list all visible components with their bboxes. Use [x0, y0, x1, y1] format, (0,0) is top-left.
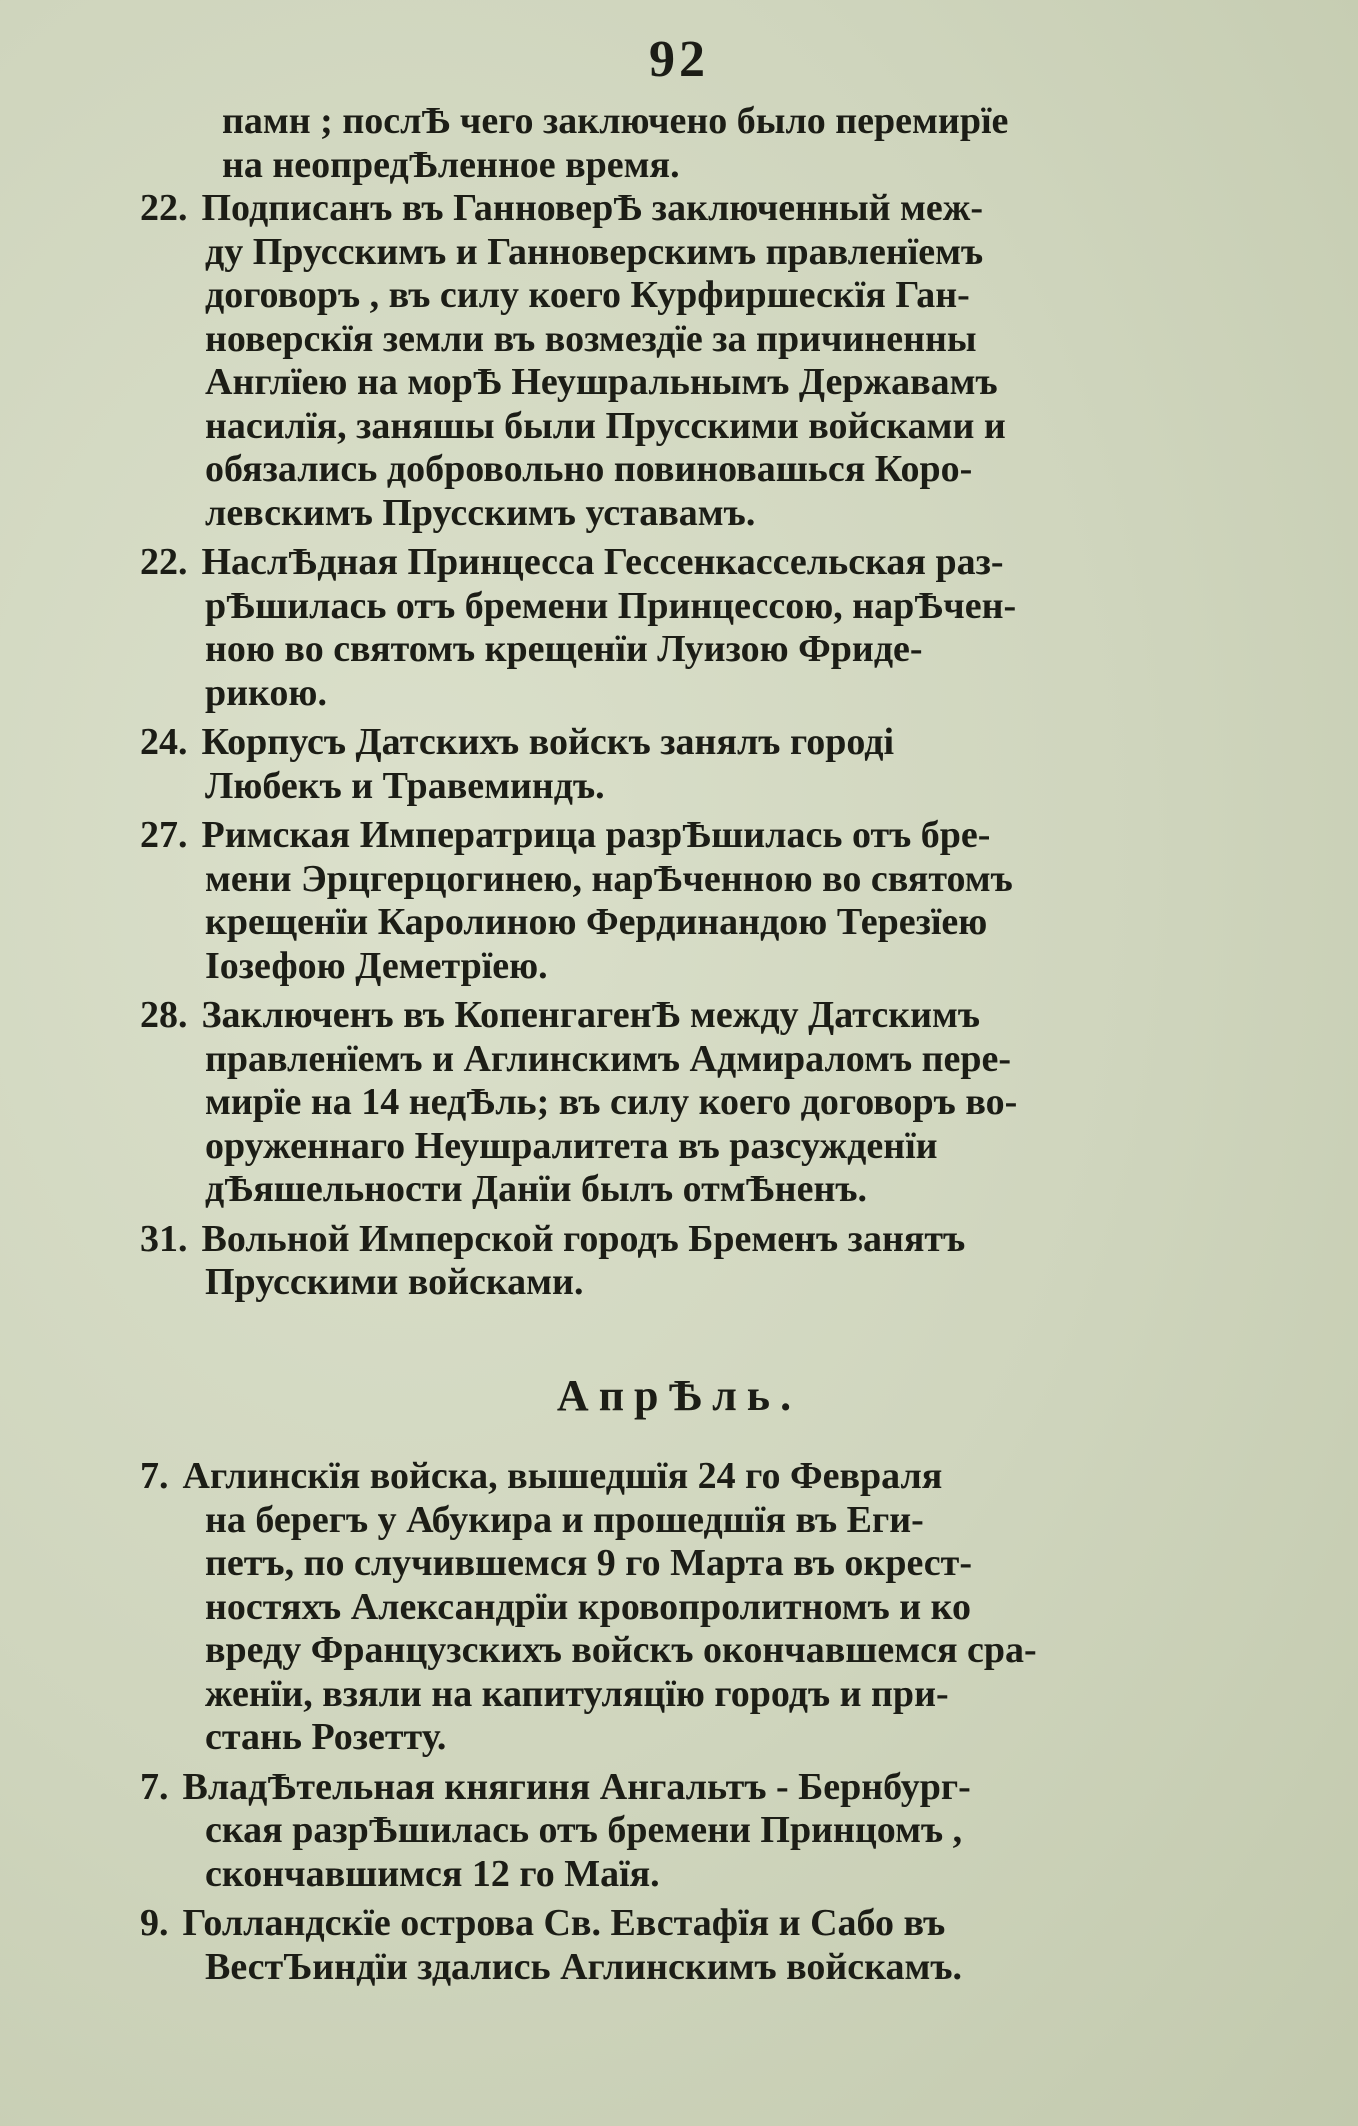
text-line: рикою.: [205, 671, 327, 714]
april-section: [140, 1455, 1340, 1995]
text-line: женїи, взяли на капитуляцїю городъ и при-: [205, 1672, 949, 1715]
entry-first-line: [140, 1902, 1340, 1946]
text-line: рѢшилась отъ бремени Принцессою, нарѢчен-: [205, 584, 1017, 627]
entry-text: Подписанъ въ ГанноверѢ заключенный меж-: [201, 187, 983, 229]
text-line: ду Прусскимъ и Ганноверскимъ правленїемъ: [205, 230, 984, 273]
month-heading: АпрѢль.: [556, 1371, 802, 1420]
text-line: дѢяшельности Данїи былъ отмѢненъ.: [205, 1168, 867, 1210]
text-line: новерскїя земли въ возмездїе за причиненны: [205, 317, 977, 360]
text-line: Любекъ и Травеминдъ.: [205, 764, 605, 807]
chronicle-entry: [140, 994, 1340, 1212]
entry-text: Вольной Имперской городъ Бременъ занятъ: [201, 1217, 966, 1260]
entry-date: 31.: [140, 1217, 188, 1260]
chronicle-entry: [140, 1902, 1340, 1989]
text-line: крещенїи Каролиною Фердинандою Терезїею: [205, 901, 988, 943]
entry-first-line: [140, 994, 1340, 1038]
text-line: ною во святомъ крещенїи Луизою Фриде-: [205, 628, 923, 670]
entry-first-line: [140, 721, 1340, 765]
entry-date: 28.: [140, 994, 188, 1036]
text-line: Англїею на морѢ Неушральнымъ Державамъ: [205, 361, 998, 403]
chronicle-entry: [140, 814, 1340, 988]
chronicle-entry: [140, 1765, 1340, 1897]
text-line: договоръ , въ силу коего Курфиршескїя Ган-: [205, 274, 970, 316]
entry-date: 24.: [140, 721, 188, 763]
text-line: мени Эрцгерцогинею, нарѢченною во святомъ: [205, 857, 1013, 900]
entry-text: ВладѢтельная княгиня Ангальтъ - Бернбург-: [182, 1765, 971, 1808]
entry-first-line: [140, 1218, 1340, 1262]
text-line: петъ, по случившемся 9 го Марта въ окрест-: [205, 1542, 972, 1584]
chronicle-entry: [140, 721, 1340, 808]
entry-date: 22.: [140, 541, 188, 583]
entry-date: 7.: [140, 1765, 169, 1808]
text-line: Прусскими войсками.: [205, 1261, 584, 1303]
entry-first-line: [140, 1766, 1340, 1810]
text-line: обязались добровольно повиновашься Коро-: [205, 448, 973, 490]
entry-first-line: [140, 187, 1340, 231]
entry-text: Заключенъ въ КопенгагенѢ между Датскимъ: [201, 994, 981, 1036]
text-line: на неопредѢленное время.: [222, 143, 680, 186]
entry-text: Голландскїе острова Св. Евстафїя и Сабо въ: [182, 1902, 946, 1944]
entry-text: Корпусъ Датскихъ войскъ занялъ городі: [201, 721, 895, 763]
text-line: ская разрѢшилась отъ бремени Принцомъ ,: [205, 1809, 963, 1851]
text-line: левскимъ Прусскимъ уставамъ.: [205, 491, 756, 534]
page-number: 92: [649, 31, 709, 88]
text-line: ВестЪиндїи здались Аглинскимъ войскамъ.: [205, 1945, 963, 1988]
text-line: вреду Французскихъ войскъ окончавшемся сра-: [205, 1629, 1037, 1671]
continued-entry: [150, 100, 1340, 187]
entry-date: 7.: [140, 1455, 169, 1497]
text-line: оруженнаго Неушралитета въ разсужденїи: [205, 1124, 938, 1167]
march-section: [140, 100, 1340, 1311]
entry-text: Аглинскїя войска, вышедшїя 24 го Февраля: [182, 1455, 943, 1497]
text-line: памн ; послѢ чего заключено было перемирїе: [222, 100, 1009, 142]
entry-text: НаслѢдная Принцесса Гессенкассельская раз-: [201, 541, 1004, 583]
text-line: скончавшимся 12 го Маїя.: [205, 1852, 660, 1895]
text-line: Іозефою Деметрїею.: [205, 944, 548, 987]
entry-date: 27.: [140, 814, 188, 856]
entry-first-line: [140, 541, 1340, 585]
chronicle-entry: [140, 541, 1340, 715]
text-line: стань Розетту.: [205, 1716, 447, 1758]
text-line: насилїя, заняшы были Прусскими войсками и: [205, 404, 1006, 447]
text-line: ностяхъ Александрїи кровопролитномъ и ко: [205, 1585, 972, 1628]
entry-date: 22.: [140, 187, 188, 229]
entry-date: 9.: [140, 1902, 169, 1944]
text-line: мирїе на 14 недѢль; въ силу коего договоръ во-: [205, 1081, 1018, 1123]
entry-first-line: [140, 814, 1340, 858]
entry-first-line: [140, 1455, 1340, 1499]
chronicle-entry: [140, 1217, 1340, 1305]
entry-text: Римская Императрица разрѢшилась отъ бре-: [201, 814, 991, 856]
text-line: правленїемъ и Аглинскимъ Адмираломъ пере-: [205, 1037, 1012, 1080]
chronicle-entry: [140, 187, 1340, 535]
chronicle-entry: [140, 1455, 1340, 1760]
text-line: на берегъ у Абукира и прошедшїя въ Еги-: [205, 1498, 924, 1541]
